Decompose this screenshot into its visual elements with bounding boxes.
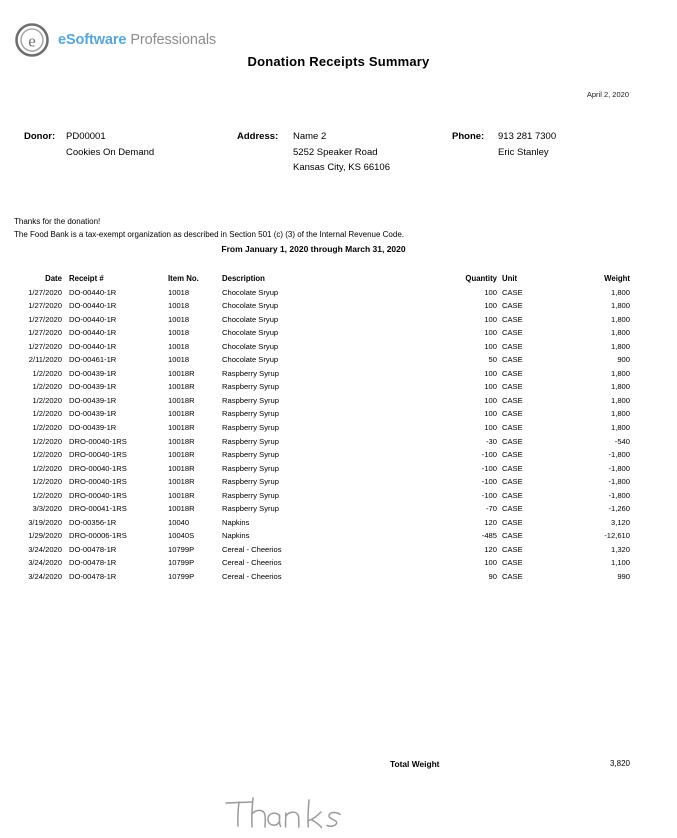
table-row [0,477,677,491]
notes-block [14,216,404,241]
phone-label: Phone: [452,131,485,142]
cell-quantity: 100 [484,301,497,311]
cell-unit: CASE [502,328,523,338]
column-header-date: Date [45,274,62,283]
cell-description: Raspberry Syrup [222,450,279,460]
cell-item-no: 10018 [168,314,190,324]
cell-quantity: -485 [481,531,497,541]
cell-date: 1/2/2020 [32,395,62,405]
cell-weight: 1,800 [610,328,630,338]
donor-id: PD00001 [66,131,106,142]
address-label: Address: [237,131,279,142]
cell-description: Chocolate Sryup [222,314,279,324]
handwritten-signature-icon [222,796,352,838]
cell-receipt: DO-00440-1R [69,301,117,311]
notes-line-1: Thanks for the donation! [14,217,101,226]
cell-item-no: 10040 [168,517,190,527]
cell-item-no: 10018R [168,395,195,405]
cell-weight: 1,800 [610,382,630,392]
cell-date: 1/2/2020 [32,436,62,446]
table-row [0,301,677,315]
cell-receipt: DO-00439-1R [69,382,117,392]
table-row [0,504,677,518]
brand-name-primary: eSoftware [58,32,127,48]
cell-weight: 1,320 [610,544,630,554]
cell-receipt: DRO-00040-1RS [69,490,127,500]
cell-item-no: 10799P [168,544,195,554]
cell-quantity: 100 [484,341,497,351]
cell-quantity: 100 [484,368,497,378]
column-header-description: Description [222,274,265,283]
cell-weight: 1,100 [610,558,630,568]
cell-unit: CASE [502,287,523,297]
cell-description: Raspberry Syrup [222,504,279,514]
cell-unit: CASE [502,477,523,487]
cell-item-no: 10018 [168,341,190,351]
column-header-quantity: Quantity [465,274,497,283]
cell-date: 1/2/2020 [32,423,62,433]
cell-weight: -1,800 [608,463,630,473]
cell-description: Napkins [222,517,250,527]
cell-description: Cereal - Cheerios [222,558,282,568]
cell-quantity: 120 [484,517,497,527]
cell-unit: CASE [502,423,523,433]
cell-receipt: DRO-00040-1RS [69,450,127,460]
donation-receipts-table [0,274,677,586]
cell-item-no: 10799P [168,572,195,582]
table-row [0,491,677,505]
cell-item-no: 10018R [168,423,195,433]
circled-e-logo-icon [14,22,50,58]
cell-weight: 3,120 [610,517,630,527]
table-row [0,450,677,464]
cell-date: 3/24/2020 [28,544,62,554]
cell-description: Chocolate Sryup [222,328,279,338]
cell-description: Napkins [222,531,250,541]
cell-date: 3/19/2020 [28,517,62,527]
table-row [0,369,677,383]
cell-description: Cereal - Cheerios [222,572,282,582]
svg-text:e: e [28,31,36,51]
cell-receipt: DO-00440-1R [69,328,117,338]
cell-description: Raspberry Syrup [222,395,279,405]
table-row [0,518,677,532]
column-header-item-no: Item No. [168,274,199,283]
cell-weight: 1,800 [610,301,630,311]
cell-item-no: 10018R [168,504,195,514]
cell-receipt: DO-00439-1R [69,368,117,378]
cell-weight: 1,800 [610,409,630,419]
cell-unit: CASE [502,531,523,541]
cell-date: 1/2/2020 [32,368,62,378]
cell-item-no: 10018R [168,477,195,487]
cell-date: 1/2/2020 [32,450,62,460]
address-line3: Kansas City, KS 66106 [293,162,390,173]
cell-receipt: DO-00439-1R [69,395,117,405]
column-header-receipt: Receipt # [69,274,104,283]
table-body [0,288,677,586]
cell-date: 3/3/2020 [32,504,62,514]
table-row [0,315,677,329]
cell-quantity: 90 [488,572,497,582]
cell-receipt: DRO-00040-1RS [69,477,127,487]
cell-quantity: 100 [484,287,497,297]
cell-weight: 990 [617,572,630,582]
page-title: Donation Receipts Summary [247,54,430,69]
cell-quantity: -70 [486,504,497,514]
column-header-weight: Weight [604,274,630,283]
table-row [0,464,677,478]
table-row [0,342,677,356]
donor-column [24,129,154,160]
cell-description: Chocolate Sryup [222,301,279,311]
cell-unit: CASE [502,517,523,527]
cell-weight: -12,610 [604,531,630,541]
cell-receipt: DRO-00040-1RS [69,436,127,446]
cell-quantity: -100 [481,490,497,500]
cell-item-no: 10040S [168,531,195,541]
phone-number: 913 281 7300 [498,131,557,142]
table-row [0,437,677,451]
cell-date: 3/24/2020 [28,572,62,582]
cell-description: Raspberry Syrup [222,490,279,500]
cell-date: 3/24/2020 [28,558,62,568]
cell-receipt: DO-00440-1R [69,314,117,324]
cell-quantity: 100 [484,395,497,405]
cell-description: Raspberry Syrup [222,382,279,392]
cell-unit: CASE [502,558,523,568]
table-header-row [0,274,677,288]
table-row [0,328,677,342]
cell-receipt: DO-00439-1R [69,423,117,433]
table-row [0,572,677,586]
cell-date: 1/27/2020 [28,341,62,351]
cell-receipt: DRO-00041-1RS [69,504,127,514]
cell-date: 1/27/2020 [28,301,62,311]
cell-unit: CASE [502,450,523,460]
cell-weight: 1,800 [610,287,630,297]
cell-item-no: 10018R [168,409,195,419]
reporting-period: From January 1, 2020 through March 31, 2020 [221,244,406,254]
table-row [0,558,677,572]
document-date: April 2, 2020 [586,90,629,99]
notes-line-2: The Food Bank is a tax-exempt organization as described in Section 501 (c) (3) of the Internal Revenue Code. [14,229,404,239]
cell-date: 1/29/2020 [28,531,62,541]
table-row [0,382,677,396]
cell-quantity: 100 [484,314,497,324]
cell-quantity: 100 [484,382,497,392]
cell-weight: -1,260 [608,504,630,514]
cell-quantity: 50 [488,355,497,365]
cell-item-no: 10018R [168,382,195,392]
cell-receipt: DRO-00006-1RS [69,531,127,541]
cell-weight: 900 [617,355,630,365]
cell-receipt: DO-00461-1R [69,355,117,365]
cell-date: 1/27/2020 [28,328,62,338]
cell-weight: -540 [614,436,630,446]
cell-date: 1/27/2020 [28,314,62,324]
cell-unit: CASE [502,504,523,514]
cell-weight: -1,800 [608,490,630,500]
cell-date: 1/2/2020 [32,463,62,473]
brand-name-secondary: Professionals [130,32,217,48]
table-row [0,531,677,545]
table-row [0,355,677,369]
cell-description: Raspberry Syrup [222,463,279,473]
donor-info-block [0,129,677,189]
cell-weight: 1,800 [610,314,630,324]
cell-description: Raspberry Syrup [222,477,279,487]
cell-receipt: DRO-00040-1RS [69,463,127,473]
cell-item-no: 10018 [168,301,190,311]
table-row [0,396,677,410]
cell-item-no: 10018R [168,490,195,500]
cell-item-no: 10018R [168,450,195,460]
cell-weight: 1,800 [610,395,630,405]
cell-description: Chocolate Sryup [222,355,279,365]
cell-receipt: DO-00356-1R [69,517,117,527]
cell-item-no: 10018R [168,463,195,473]
cell-description: Raspberry Syrup [222,423,279,433]
cell-quantity: 100 [484,328,497,338]
cell-item-no: 10018R [168,436,195,446]
cell-date: 1/2/2020 [32,477,62,487]
cell-unit: CASE [502,395,523,405]
total-weight-label: Total Weight [390,759,440,769]
cell-description: Chocolate Sryup [222,287,279,297]
cell-receipt: DO-00478-1R [69,558,117,568]
address-column [237,129,390,176]
cell-description: Raspberry Syrup [222,436,279,446]
cell-unit: CASE [502,382,523,392]
cell-unit: CASE [502,572,523,582]
address-line2: 5252 Speaker Road [293,146,378,158]
cell-unit: CASE [502,341,523,351]
cell-receipt: DO-00439-1R [69,409,117,419]
cell-date: 1/2/2020 [32,382,62,392]
cell-weight: 1,800 [610,341,630,351]
totals-row [0,759,677,773]
cell-weight: 1,800 [610,368,630,378]
cell-unit: CASE [502,490,523,500]
donor-name: Cookies On Demand [66,146,155,158]
cell-quantity: 100 [484,558,497,568]
cell-receipt: DO-00440-1R [69,341,117,351]
cell-receipt: DO-00478-1R [69,572,117,582]
cell-unit: CASE [502,368,523,378]
cell-quantity: 120 [484,544,497,554]
cell-quantity: -100 [481,450,497,460]
cell-unit: CASE [502,301,523,311]
cell-item-no: 10018 [168,328,190,338]
cell-unit: CASE [502,409,523,419]
cell-weight: -1,800 [608,450,630,460]
cell-weight: 1,800 [610,423,630,433]
cell-item-no: 10018 [168,287,190,297]
column-header-unit: Unit [502,274,518,283]
cell-quantity: -100 [481,463,497,473]
table-row [0,288,677,302]
cell-unit: CASE [502,544,523,554]
cell-description: Raspberry Syrup [222,409,279,419]
cell-receipt: DO-00478-1R [69,544,117,554]
cell-receipt: DO-00440-1R [69,287,117,297]
cell-date: 1/2/2020 [32,409,62,419]
cell-weight: -1,800 [608,477,630,487]
phone-column [452,129,556,160]
cell-item-no: 10018R [168,368,195,378]
table-row [0,423,677,437]
cell-date: 1/27/2020 [28,287,62,297]
cell-description: Chocolate Sryup [222,341,279,351]
table-row [0,409,677,423]
brand-wordmark [58,32,216,48]
cell-item-no: 10799P [168,558,195,568]
table-row [0,545,677,559]
cell-description: Raspberry Syrup [222,368,279,378]
cell-quantity: -100 [481,477,497,487]
cell-quantity: 100 [484,409,497,419]
cell-date: 2/11/2020 [28,355,62,365]
cell-quantity: -30 [486,436,497,446]
cell-description: Cereal - Cheerios [222,544,282,554]
cell-unit: CASE [502,463,523,473]
phone-contact-name: Eric Stanley [498,146,549,158]
cell-quantity: 100 [484,423,497,433]
brand-logo [14,22,216,58]
cell-unit: CASE [502,436,523,446]
total-weight-value: 3,820 [609,759,630,768]
cell-date: 1/2/2020 [32,490,62,500]
cell-unit: CASE [502,314,523,324]
donor-label: Donor: [24,131,56,142]
cell-unit: CASE [502,355,523,365]
address-line1: Name 2 [293,131,327,142]
cell-item-no: 10018 [168,355,190,365]
